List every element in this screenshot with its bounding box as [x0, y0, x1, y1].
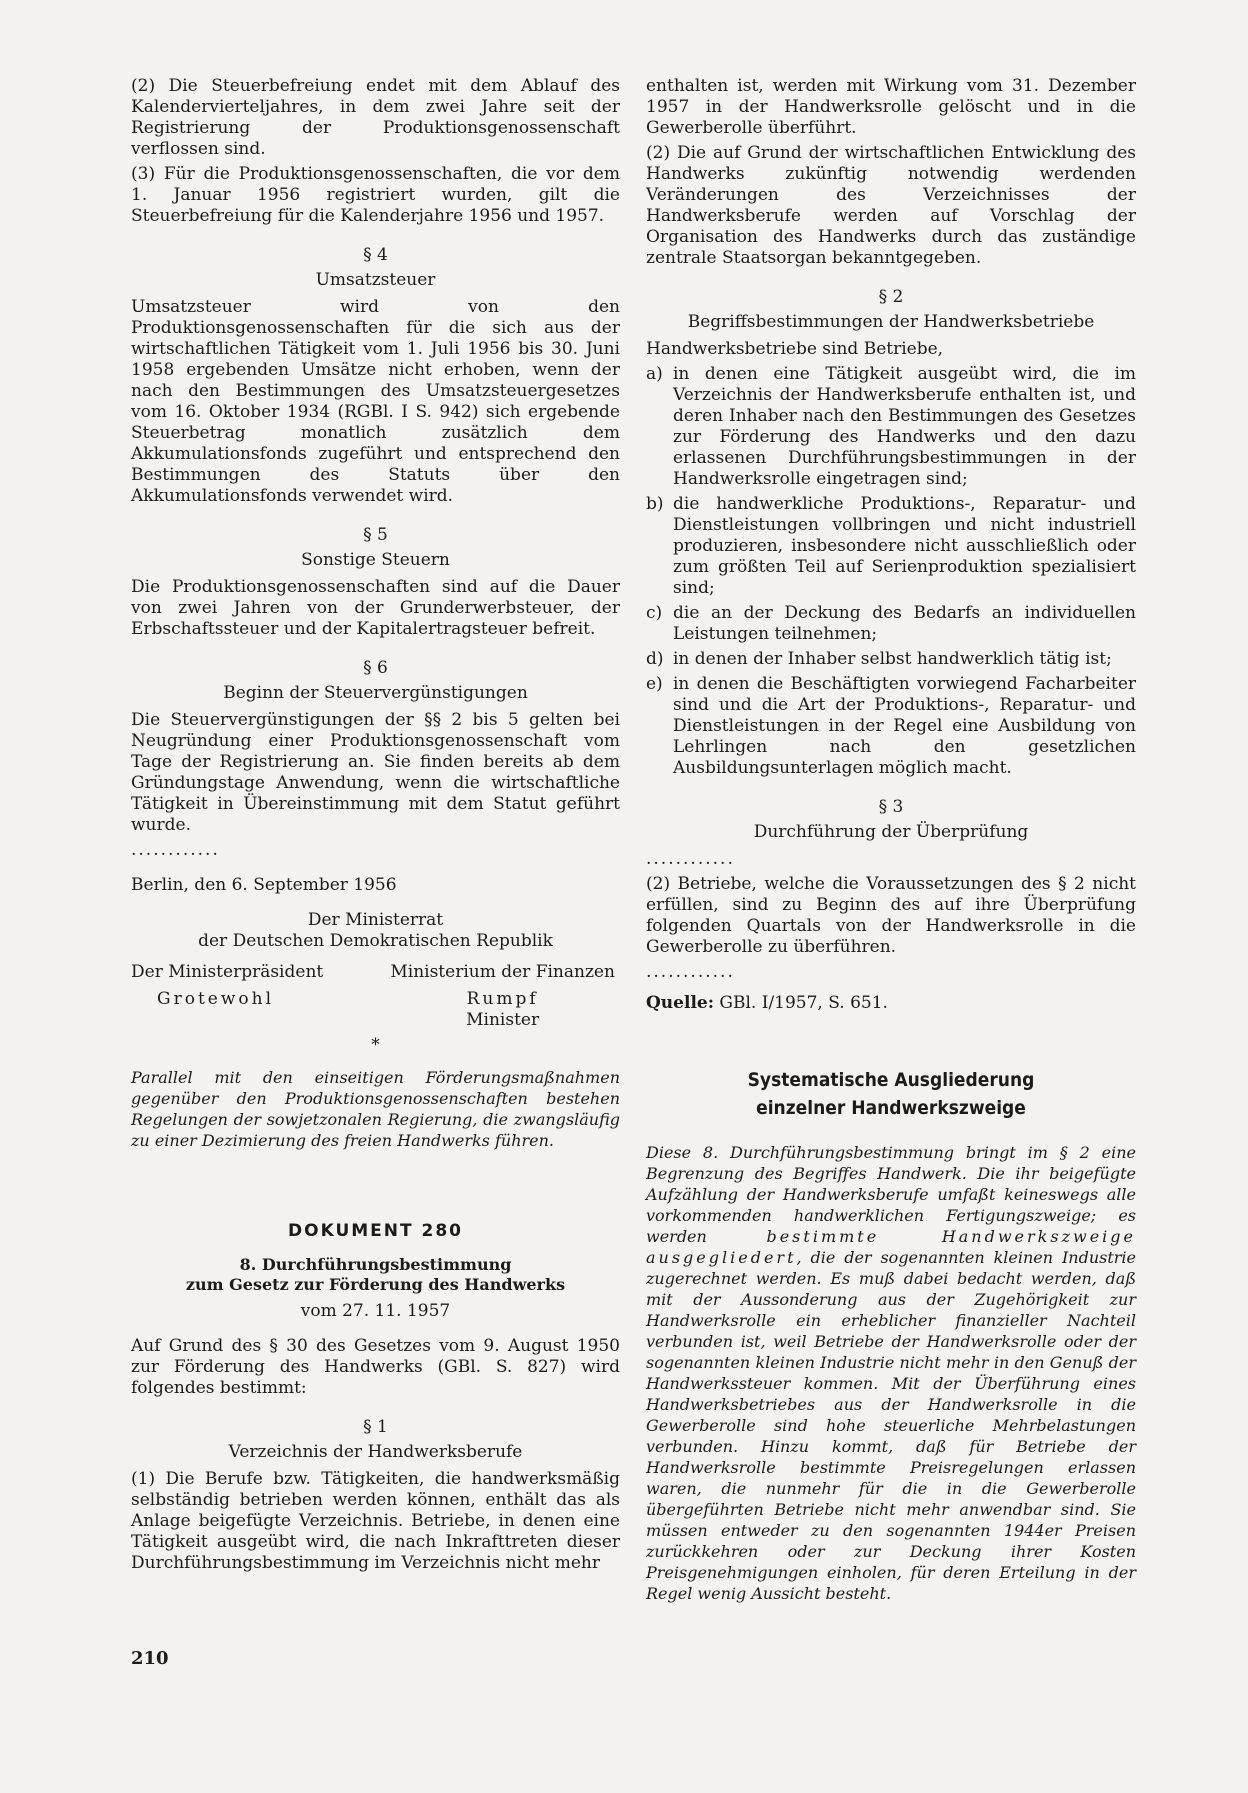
list-item	[646, 364, 1136, 490]
signatory-title: Der Ministerpräsident	[131, 962, 324, 982]
section-title: Umsatzsteuer	[315, 270, 436, 290]
paragraph: (1) Die Berufe bzw. Tätigkeiten, die handwerksmäßig selbständig betrieben werden können, enthält das als Anlage beigefügte Verzeichnis. Betriebe, in denen eine Tätigkeit ausgeübt wird, die nach Inkrafttreten dieser Durchführungsbestimmung im Verzeichnis nicht mehr	[131, 1469, 620, 1573]
date-line: Berlin, den 6. September 1956	[131, 875, 397, 895]
section-number: § 5	[363, 525, 388, 545]
section-number: § 1	[363, 1417, 388, 1437]
paragraph: Auf Grund des § 30 des Gesetzes vom 9. August 1950 zur Förderung des Handwerks (GBl. S. 827) wird folgendes bestimmt:	[131, 1336, 620, 1398]
signatory-name: Rumpf	[466, 989, 539, 1009]
list-item-label: c)	[646, 603, 663, 623]
omission-dots: ............	[646, 962, 735, 982]
commentary-text: , die der sogenannten kleinen Industrie zugerechnet werden. Es muß dabei bedacht werden, daß mit der Aussonderung aus der Zugehörigkeit zur Handwerksrolle ein erheblicher finanzieller Nachteil verbunden ist, weil Betriebe der Handwerksrolle oder der sogenannten kleinen Industrie nicht mehr in den Genuß der Handwerkssteuer kommen. Mit der Überführung eines Handwerksbetriebes aus der Handwerksrolle in die Gewerberolle sind hohe steuerliche Mehrbelastungen verbunden. Hinzu kommt, daß für Betriebe der Handwerksrolle bestimmte Preisregelungen erlassen waren, die nunmehr für die in die Gewerberolle übergeführten Betriebe nicht mehr anwendbar sind. Sie müssen entweder zu den sogenannten 1944er Preisen zurückkehren oder zur Deckung ihrer Kosten Preisgenehmigungen einholen, für deren Erteilung in der Regel wenig Aussicht besteht.	[646, 1248, 1136, 1603]
decree-title: 8. Durchführungsbestimmung	[239, 1255, 512, 1274]
section-number: § 3	[878, 797, 904, 817]
list-item-label: d)	[646, 649, 664, 669]
decree-title: zum Gesetz zur Förderung des Handwerks	[185, 1275, 566, 1294]
paragraph: Umsatzsteuer wird von den Produktionsgenossenschaften für die sich aus der wirtschaftlichen Tätigkeit vom 1. Juli 1956 bis 30. Juni 1958 ergebenden Umsätze nicht erhoben, wenn der nach den Bestimmungen des Umsatzsteuergesetzes vom 16. Oktober 1934 (RGBl. I S. 942) sich ergebende Steuerbetrag monatlich zusätzlich dem Akkumulationsfonds zugeführt und entsprechend den Bestimmungen des Statuts über den Akkumulationsfonds verwendet wird.	[131, 297, 620, 506]
signatory-role: Minister	[466, 1010, 540, 1030]
source-line	[646, 993, 1136, 1014]
list-item-text: in denen die Beschäftigten vorwiegend Facharbeiter sind und die Art der Produktions-, Reparatur- und Dienstleistungen in der Regel eine Ausbildung von Lehrlingen nach den gesetzlichen Ausbildungsunterlagen möglich macht.	[673, 674, 1136, 778]
omission-dots: ............	[646, 849, 735, 869]
decree-date: vom 27. 11. 1957	[300, 1301, 451, 1321]
paragraph: (3) Für die Produktionsgenossenschaften, die vor dem 1. Januar 1956 registriert wurden, gilt die Steuerbefreiung für die Kalenderjahre 1956 und 1957.	[131, 164, 620, 226]
commentary-heading	[646, 1066, 1136, 1122]
list-item	[646, 494, 1136, 599]
section-title: Durchführung der Überprüfung	[753, 822, 1029, 842]
asterisk-divider: *	[371, 1035, 380, 1055]
editorial-commentary	[646, 1142, 1136, 1604]
signature-right	[385, 962, 620, 1031]
list-item-text: die handwerkliche Produktions-, Reparatur- und Dienstleistungen vollbringen und nicht industriell produzieren, insbesondere nicht ausschließlich oder zum größten Teil auf Serienproduktion spezialisiert sind;	[673, 494, 1136, 598]
signatory-name: Grotewohl	[157, 989, 275, 1009]
list-item	[646, 674, 1136, 779]
signature-block	[131, 962, 620, 1031]
omission-dots: ............	[131, 840, 220, 860]
editorial-note: Parallel mit den einseitigen Förderungsmaßnahmen gegenüber den Produktionsgenossenschaften bestehen Regelungen der sowjetzonalen Regierung, die zwangsläufig zu einer Dezimierung des freien Handwerks führen.	[131, 1068, 620, 1150]
source-text: GBl. I/1957, S. 651.	[719, 993, 888, 1013]
list-item-label: e)	[646, 674, 663, 694]
signatory-title: Ministerium der Finanzen	[390, 962, 615, 982]
paragraph: (2) Betriebe, welche die Voraussetzungen des § 2 nicht erfüllen, sind zu Beginn des auf ihre Überprüfung folgenden Quartals von der Handwerksrolle in die Gewerberolle zu überführen.	[646, 874, 1136, 957]
source-label: Quelle:	[646, 993, 714, 1013]
section-number: § 2	[878, 287, 904, 307]
list-item-text: in denen eine Tätigkeit ausgeübt wird, die im Verzeichnis der Handwerksberufe enthalten ist, und deren Inhaber nach den Bestimmungen des Gesetzes zur Förderung des Handwerks und den dazu erlassenen Durchführungsbestimmungen in der Handwerksrolle eingetragen sind;	[673, 364, 1136, 489]
list-item-label: b)	[646, 494, 664, 514]
left-column	[131, 76, 620, 1578]
paragraph: enthalten ist, werden mit Wirkung vom 31. Dezember 1957 in der Handwerksrolle gelöscht und in die Gewerberolle überführt.	[646, 76, 1136, 138]
paragraph: Handwerksbetriebe sind Betriebe,	[646, 339, 944, 359]
list-item-label: a)	[646, 364, 663, 384]
commentary-text: Diese 8. Durchführungsbestimmung bringt im § 2 eine Begrenzung des Begriffes Handwerk. Die ihr beigefügte Aufzählung der Handwerksberufe umfaßt keineswegs alle vorkommenden handwerklichen Fertigungszweige; es werden	[646, 1143, 1136, 1246]
list-item-text: in denen der Inhaber selbst handwerklich tätig ist;	[673, 649, 1112, 669]
paragraph: Die Produktionsgenossenschaften sind auf die Dauer von zwei Jahren von der Grunderwerbsteuer, der Erbschaftssteuer und der Kapitalertragsteuer befreit.	[131, 577, 620, 639]
signature-left	[131, 962, 366, 1031]
right-column	[646, 76, 1136, 1604]
section-number: § 4	[363, 245, 388, 265]
commentary-heading-line: einzelner Handwerkszweige	[756, 1097, 1026, 1119]
paragraph: (2) Die auf Grund der wirtschaftlichen Entwicklung des Handwerks zukünftig notwendig werdenden Veränderungen des Verzeichnisses der Handwerksberufe werden auf Vorschlag der Organisation des Handwerks durch das zuständige zentrale Staatsorgan bekanntgegeben.	[646, 143, 1136, 268]
list-item	[646, 603, 1136, 645]
list-item-text: die an der Deckung des Bedarfs an individuellen Leistungen teilnehmen;	[673, 603, 1136, 644]
section-title: Begriffsbestimmungen der Handwerksbetriebe	[687, 312, 1095, 332]
document-title: DOKUMENT 280	[288, 1221, 463, 1241]
paragraph: (2) Die Steuerbefreiung endet mit dem Ablauf des Kalendervierteljahres, in dem zwei Jahre seit der Registrierung der Produktionsgenossenschaft verflossen sind.	[131, 76, 620, 159]
commentary-emphasis: bestimmte Handwerkszweige ausgegliedert	[646, 1227, 1136, 1267]
section-title: Beginn der Steuervergünstigungen	[223, 683, 528, 703]
section-number: § 6	[363, 658, 388, 678]
list-item	[646, 649, 1136, 670]
council-line: Der Ministerrat	[307, 910, 444, 930]
section-title: Verzeichnis der Handwerksberufe	[228, 1442, 523, 1462]
council-line: der Deutschen Demokratischen Republik	[198, 931, 553, 951]
section-title: Sonstige Steuern	[301, 550, 450, 570]
commentary-heading-line: Systematische Ausgliederung	[747, 1069, 1035, 1091]
page-number: 210	[131, 1648, 169, 1669]
paragraph: Die Steuervergünstigungen der §§ 2 bis 5 gelten bei Neugründung einer Produktionsgenossenschaft vom Tage der Registrierung an. Sie finden bereits ab dem Gründungstage Anwendung, wenn die wirtschaftliche Tätigkeit in Übereinstimmung mit dem Statut geführt wurde.	[131, 710, 620, 835]
